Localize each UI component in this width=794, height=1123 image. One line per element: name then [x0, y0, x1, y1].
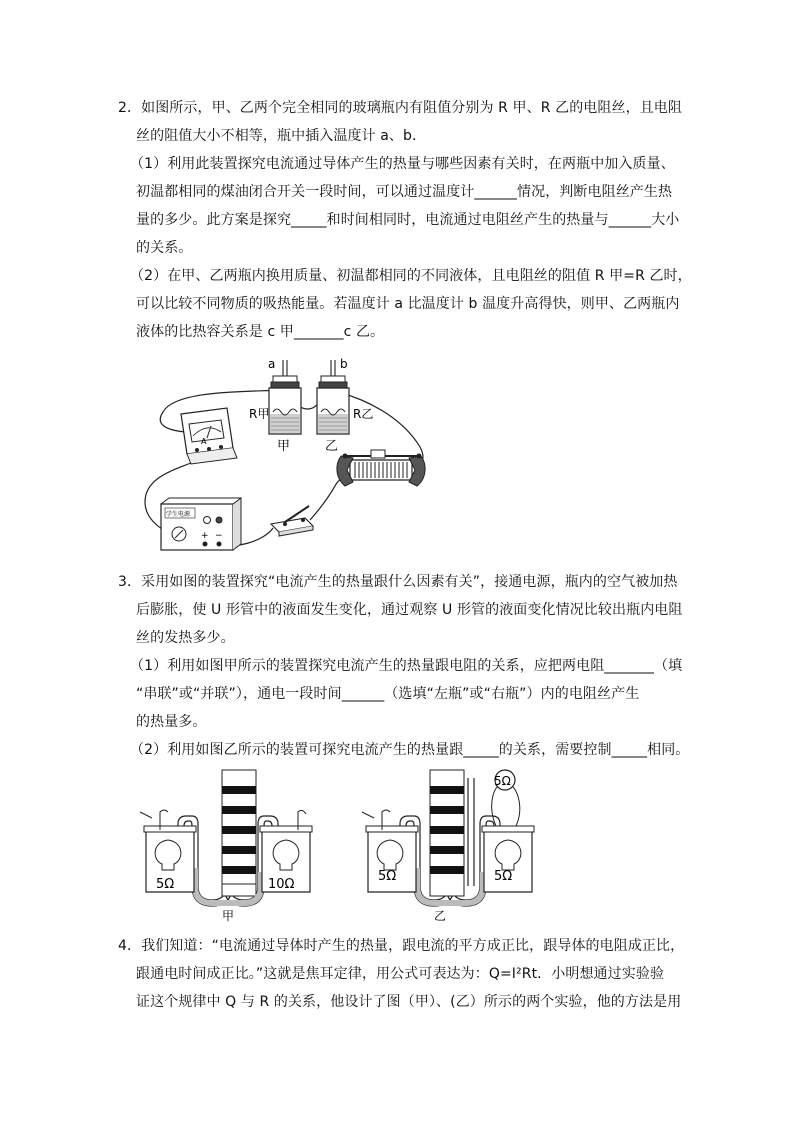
jia-left-resistor: 5Ω: [156, 877, 175, 892]
yi-extra-resistor: 5Ω: [494, 774, 511, 788]
q4-line-3: 证这个规律中 Q 与 R 的关系，他设计了图（甲）、(乙）所示的两个实验，他的方法是用: [136, 994, 682, 1010]
q2-line-8: 可以比较不同物质的吸热能量。若温度计 a 比温度计 b 温度升高得快，则甲、乙两瓶内: [136, 296, 680, 312]
q3-line-1: 3．采用如图的装置探究“电流产生的热量跟什么因素有关”，接通电源，瓶内的空气被加热: [118, 574, 678, 590]
caption-yi: 乙: [434, 909, 447, 923]
bottle-yi: [317, 376, 349, 434]
q2-line-6: 的关系。: [136, 240, 193, 256]
label-a: a: [268, 357, 276, 371]
bottle-jia: [269, 376, 301, 434]
q3-utube-jia-svg: [138, 768, 318, 924]
q3-line-4: （1）利用如图甲所示的装置探究电流产生的热量跟电阻的关系，应把两电阻_______（填: [130, 658, 683, 674]
q4-line-1: 4．我们知道：“电流通过导体时产生的热量，跟电流的平方成正比，跟导体的电阻成正比，: [118, 938, 685, 954]
knife-switch: [271, 506, 313, 536]
q3-line-5: “串联”或“并联”），通电一段时间______（选填“左瓶”或“右瓶”）内的电阻丝产生: [136, 686, 640, 702]
caption-bottle-jia: 甲: [277, 439, 291, 454]
caption-jia: 甲: [222, 909, 235, 923]
q2-line-3: （1）利用此装置探究电流通过导体产生的热量与哪些因素有关时，在两瓶中加入质量、: [130, 156, 675, 172]
q3-figure-yi: [360, 768, 540, 924]
q4-line-2: 跟通电时间成正比。”这就是焦耳定律，用公式可表达为：Q=I²Rt．小明想通过实验验: [136, 966, 665, 982]
wire-switch-to-rheostat: [310, 480, 340, 520]
q2-line-2: 丝的阻值大小不相等，瓶中插入温度计 a、b．: [136, 128, 427, 144]
rheostat: [337, 450, 425, 486]
yi-right-resistor: 5Ω: [494, 869, 513, 884]
supply-minus: −: [215, 531, 223, 541]
q2-line-1: 2．如图所示，甲、乙两个完全相同的玻璃瓶内有阻值分别为 R 甲、R 乙的电阻丝，且电阻: [118, 100, 683, 116]
q3-utube-yi-svg: [360, 768, 540, 924]
q3-line-6: 的热量多。: [136, 714, 207, 730]
q2-line-5: 量的多少。此方案是探究_____和时间相同时，电流通过电阻丝产生的热量与______大小: [136, 212, 680, 228]
ammeter-label: A: [201, 437, 207, 446]
ammeter: [181, 408, 237, 464]
q2-line-4: 初温都相同的煤油闭合开关一段时间，可以通过温度计______情况，判断电阻丝产生热: [136, 184, 673, 200]
power-supply-label: 学生电源: [166, 511, 191, 518]
jia-right-resistor: 10Ω: [268, 877, 295, 892]
supply-plus: +: [201, 531, 209, 541]
label-b: b: [340, 357, 348, 371]
label-r-yi: R乙: [353, 407, 374, 421]
caption-bottle-yi: 乙: [325, 439, 339, 454]
q3-line-7: （2）利用如图乙所示的装置可探究电流产生的热量跟_____的关系，需要控制_____相同。: [130, 742, 690, 758]
power-supply: [161, 498, 241, 550]
q2-line-7: （2）在甲、乙两瓶内换用质量、初温都相同的不同液体，且电阻丝的阻值 R 甲=R 乙时，: [130, 268, 692, 284]
q2-line-9: 液体的比热容关系是 c 甲_______c 乙。: [136, 324, 385, 340]
q3-figure-jia: [138, 768, 318, 924]
q2-circuit-figure: [135, 352, 435, 564]
label-r-jia: R甲: [249, 407, 270, 421]
q2-circuit-svg: [135, 352, 435, 564]
q3-line-2: 后膨胀，使 U 形管中的液面发生变化，通过观察 U 形管的液面变化情况比较出瓶内电阻: [136, 602, 683, 618]
q3-line-3: 丝的发热多少。: [136, 630, 235, 646]
yi-left-resistor: 5Ω: [378, 869, 397, 884]
